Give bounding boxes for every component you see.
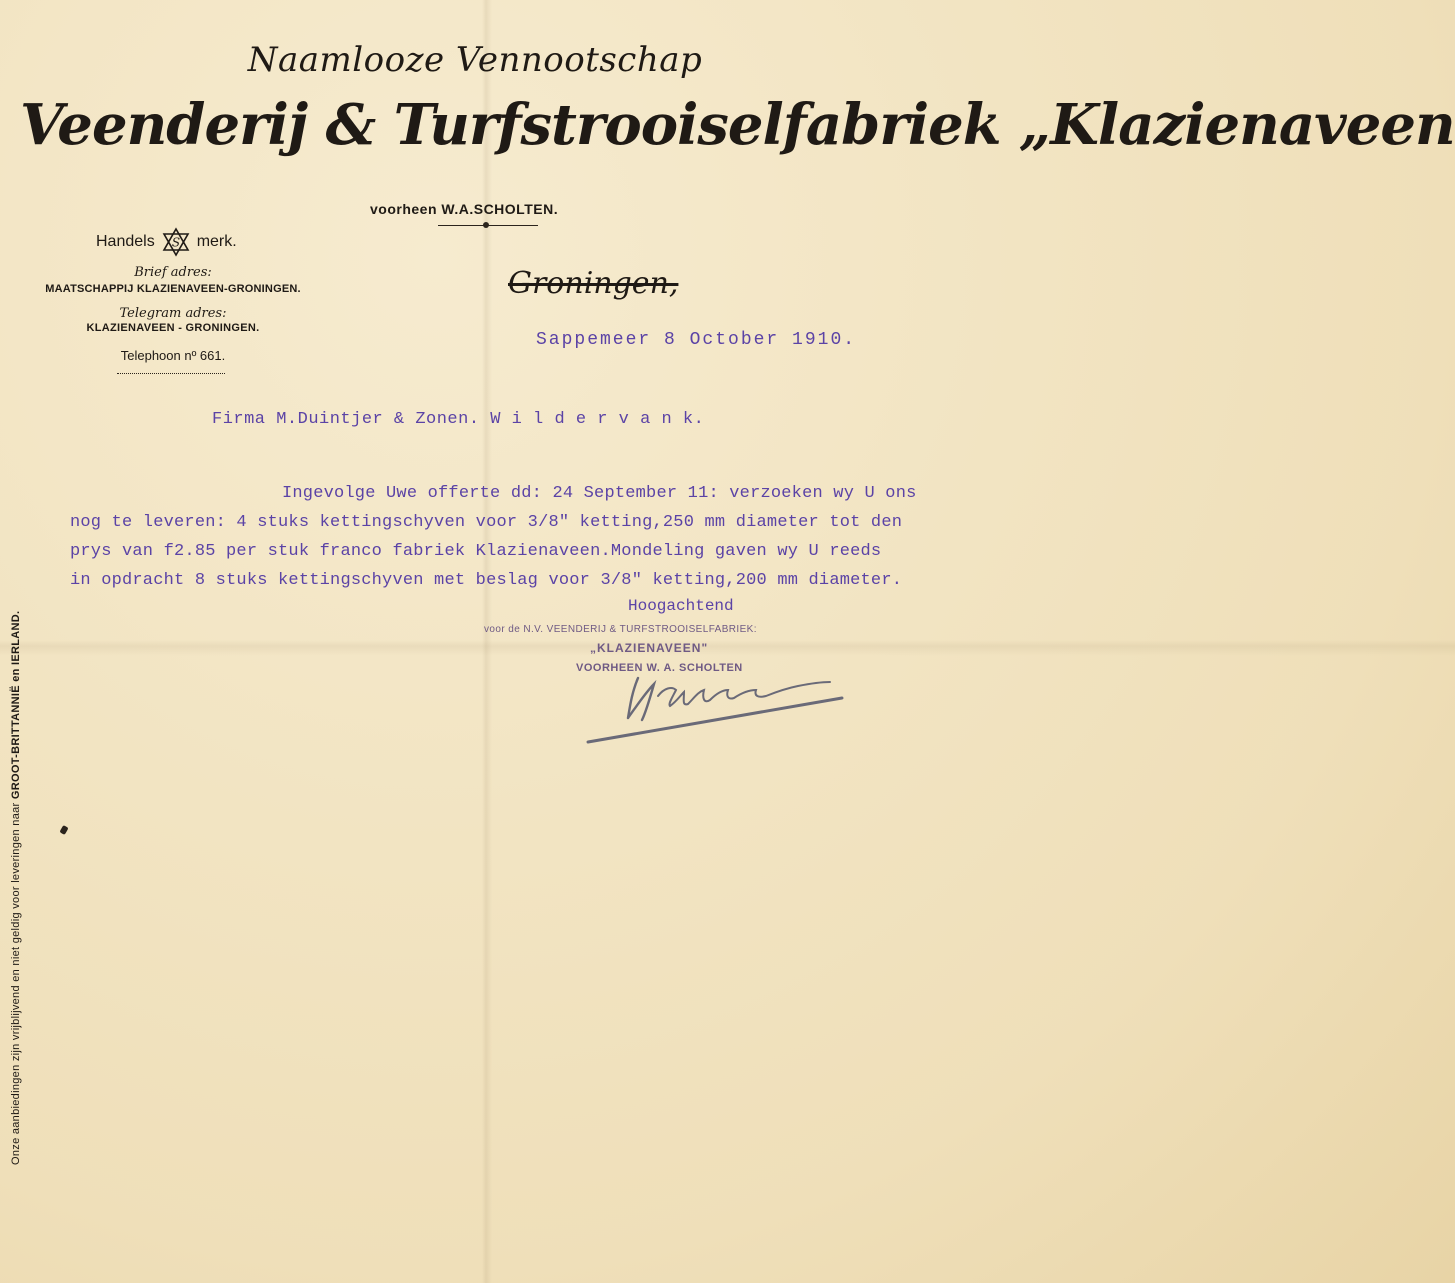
telegram-adres-label: Telegram adres: xyxy=(119,306,227,321)
printed-city-struck-out: Groningen, xyxy=(508,266,679,301)
formerly-line: voorheen W.A.SCHOLTEN. xyxy=(370,201,559,217)
ornamental-rule xyxy=(438,225,538,226)
trademark-label-right: merk. xyxy=(196,233,237,250)
body-line: in opdracht 8 stuks kettingschyven met beslag voor 3/8" ketting,200 mm diameter. xyxy=(70,571,903,590)
closing-salutation: Hoogachtend xyxy=(628,597,734,615)
body-line: nog te leveren: 4 stuks kettingschyven voor 3/8" ketting,250 mm diameter tot den xyxy=(70,513,903,532)
dotted-divider xyxy=(117,373,225,374)
trademark-label-left: Handels xyxy=(96,233,155,250)
stamp-line-name: „KLAZIENAVEEN" xyxy=(590,641,709,655)
side-disclaimer xyxy=(10,425,22,1165)
trademark xyxy=(96,227,237,257)
telegram-adres-value: KLAZIENAVEEN - GRONINGEN. xyxy=(86,322,260,334)
trademark-mark: S xyxy=(171,235,180,250)
stamp-line-company: voor de N.V. VEENDERIJ & TURFSTROOISELFABRIEK: xyxy=(484,624,757,635)
star-of-david-icon xyxy=(161,227,191,257)
handwritten-signature xyxy=(580,668,860,748)
telephone-number: Telephoon nº 661. xyxy=(120,348,226,363)
side-disclaimer-lead: Onze aanbiedingen zijn vrijblijvend en niet geldig voor leveringen naar xyxy=(10,802,22,1165)
brief-adres-label: Brief adres: xyxy=(134,265,212,280)
typed-place-date: Sappemeer 8 October 1910. xyxy=(536,330,857,350)
body-line: prys van f2.85 per stuk franco fabriek Klazienaveen.Mondeling gaven wy U reeds xyxy=(70,542,882,561)
addressee-line: Firma M.Duintjer & Zonen. W i l d e r v a n k. xyxy=(212,410,705,429)
side-disclaimer-countries: GROOT-BRITTANNIË en IERLAND. xyxy=(10,610,22,800)
company-name-heading: Veenderij & Turfstrooiselfabriek „Klazienaveen xyxy=(20,92,1455,158)
body-line: Ingevolge Uwe offerte dd: 24 September 11: verzoeken wy U ons xyxy=(282,484,917,503)
ink-spot xyxy=(59,825,68,835)
brief-adres-value: MAATSCHAPPIJ KLAZIENAVEEN-GRONINGEN. xyxy=(45,283,301,295)
company-kind-heading: Naamlooze Vennootschap xyxy=(247,40,703,80)
stamp-line-formerly: VOORHEEN W. A. SCHOLTEN xyxy=(576,662,743,674)
